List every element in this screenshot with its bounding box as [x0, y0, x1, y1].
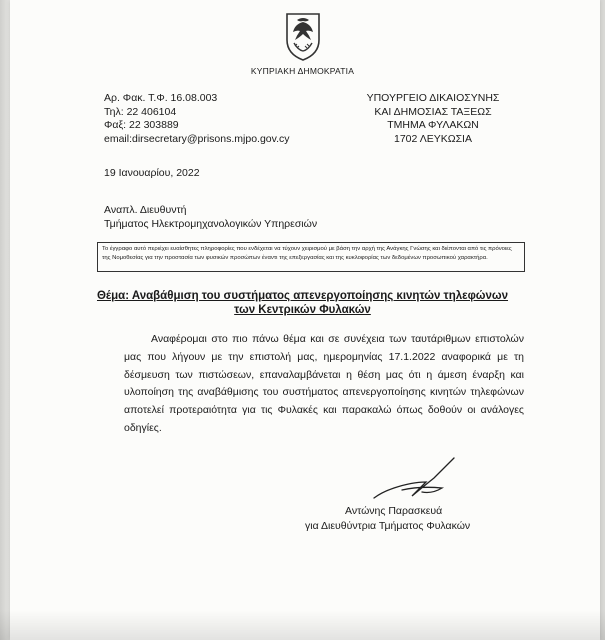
fax-number: Φαξ: 22 303889	[104, 119, 179, 131]
republic-label: ΚΥΠΡΙΑΚΗ ΔΗΜΟΚΡΑΤΙΑ	[250, 66, 355, 76]
ministry-address	[352, 92, 514, 146]
ministry-line-4: 1702 ΛΕΥΚΩΣΙΑ	[394, 132, 472, 145]
subject-heading	[0, 289, 605, 317]
page-edge-shadow	[0, 0, 10, 640]
letter-date: 19 Ιανουαρίου, 2022	[104, 167, 200, 179]
bottom-shadow	[0, 610, 605, 640]
ministry-line-2: ΚΑΙ ΔΗΜΟΣΙΑΣ ΤΑΞΕΩΣ	[374, 105, 492, 118]
subject-line-1: Θέμα: Αναβάθμιση του συστήματος απενεργοποίησης κινητών τηλεφώνων	[96, 290, 509, 302]
subject-line-2: των Κεντρικών Φυλακών	[234, 304, 371, 316]
sender-details	[104, 92, 290, 146]
confidentiality-notice: Το έγγραφο αυτό περιέχει ευαίσθητες πληροφορίες που ενδέχεται να τύχουν χειρισμού με βάση την αρχή της Ανάγκης Γνώσης και διέπονται από τις πρόνοιες της Νομοθεσίας για την προστασία των φυσικών προσώπων έναντι της επεξεργασίας και της κυκλοφορίας των δεδομένων προσωπικού χαρακτήρα.	[97, 242, 525, 272]
file-reference: Αρ. Φακ. Τ.Φ. 16.08.003	[104, 92, 218, 104]
signatory-name: Αντώνης Παρασκευά	[345, 505, 443, 517]
recipient-line-2: Τμήματος Ηλεκτρομηχανολογικών Υπηρεσιών	[104, 218, 318, 230]
coat-of-arms-icon	[283, 10, 323, 62]
ministry-line-1: ΥΠΟΥΡΓΕΙΟ ΔΙΚΑΙΟΣΥΝΗΣ	[366, 92, 500, 104]
recipient-line-1: Αναπλ. Διευθυντή	[104, 204, 187, 216]
letter-body: Αναφέρομαι στο πιο πάνω θέμα και σε συνέχεια των ταυτάριθμων επιστολών μας που λήγουν με την επιστολή μας, ημερομηνίας 17.1.2022 αναφορικά με τη δέσμευση των πιστώσεων, επαναλαμβάνεται η θέση μας ότι η άμεση έναρξη και υλοποίηση της αναβάθμισης του συστήματος απενεργοποίησης κινητών τηλεφώνων αποτελεί προτεραιότητα για τις Φυλακές και παρακαλώ όπως δοθούν οι ανάλογες οδηγίες.	[124, 333, 524, 434]
signatory-title: για Διευθύντρια Τμήματος Φυλακών	[305, 520, 471, 532]
handwritten-signature	[372, 452, 462, 502]
phone-number: Τηλ: 22 406104	[104, 105, 177, 118]
email-address: email:dirsecretary@prisons.mjpo.gov.cy	[104, 132, 290, 145]
ministry-line-3: ΤΜΗΜΑ ΦΥΛΑΚΩΝ	[387, 119, 479, 131]
recipient	[104, 203, 317, 231]
